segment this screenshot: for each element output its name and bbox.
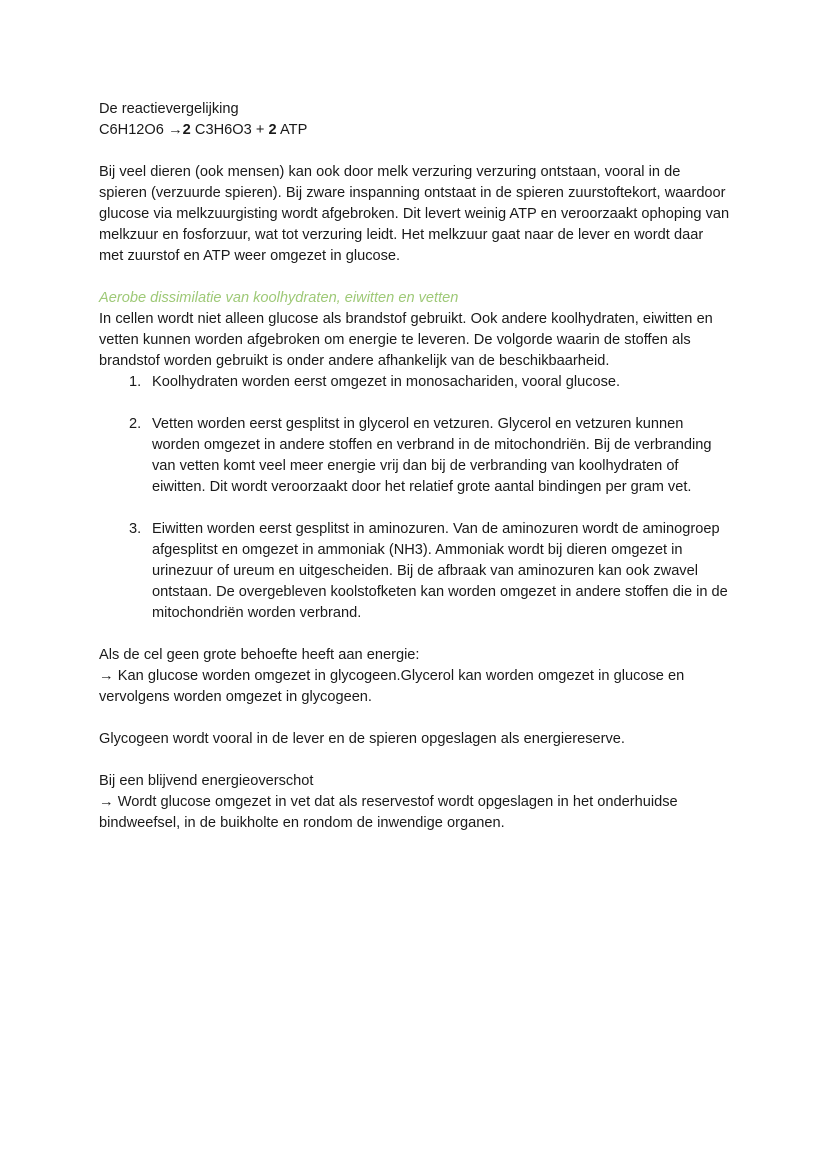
list-item-marker: 2. — [129, 416, 142, 432]
list-item-marker: 3. — [129, 521, 142, 537]
equation-coefficient-1: 2 — [182, 122, 191, 138]
document-body — [99, 99, 731, 834]
paragraph-glycogeen: Glycogeen wordt vooral in de lever en de spieren opgeslagen als energiereserve. — [99, 731, 625, 747]
reaction-equation — [99, 120, 731, 141]
spacer — [99, 750, 731, 771]
intro-heading: De reactievergelijking — [99, 101, 239, 117]
list-item — [99, 414, 731, 498]
paragraph-energieoverschot-line2: → Wordt glucose omgezet in vet dat als reservestof wordt opgeslagen in het onderhuidse bindweefsel, in de buikholte en rondom de inwendige organen. — [99, 794, 678, 831]
list-item-text: Koolhydraten worden eerst omgezet in monosachariden, vooral glucose. — [152, 374, 621, 390]
list-item-marker: 1. — [129, 374, 142, 390]
paragraph-geen-behoefte-line1: Als de cel geen grote behoefte heeft aan energie: — [99, 647, 420, 663]
spacer — [99, 141, 731, 162]
spacer — [99, 267, 731, 288]
spacer — [99, 624, 731, 645]
spacer — [99, 708, 731, 729]
list-item-text: Eiwitten worden eerst gesplitst in aminozuren. Van de aminozuren wordt de aminogroep afgesplitst en omgezet in ammoniak (NH3). Ammoniak wordt bij dieren omgezet in urinezuur of ureum en uitgescheiden. Bij de afbraak van aminozuren kan ook zwavel ontstaan. De overgebleven koolstofketen kan worden omgezet in andere stoffen die in de mitochondriën worden verbrand. — [152, 521, 728, 621]
paragraph-melkzuur: Bij veel dieren (ook mensen) kan ook door melk verzuring verzuring ontstaan, vooral in de spieren (verzuurde spieren). Bij zware inspanning ontstaat in de spieren zuurstoftekort, waardoor glucose via melkzuurgisting wordt afgebroken. Dit levert weinig ATP en veroorzaakt ophoping van melkzuur en fosforzuur, wat tot verzuring leidt. Het melkzuur gaat naar de lever en wordt daar met zuurstof en ATP weer omgezet in glucose. — [99, 164, 730, 264]
paragraph-energieoverschot-line1: Bij een blijvend energieoverschot — [99, 773, 314, 789]
list-item — [99, 372, 731, 393]
equation-right: ATP — [276, 122, 308, 138]
numbered-list — [99, 372, 731, 624]
section-heading-aerobe-dissimilatie: Aerobe dissimilatie van koolhydraten, eiwitten en vetten — [99, 290, 459, 306]
equation-middle: C3H6O3 + — [190, 122, 269, 138]
equation-arrow-icon: → — [168, 122, 183, 138]
equation-left: C6H12O6 — [99, 122, 169, 138]
list-item — [99, 519, 731, 624]
list-item-text: Vetten worden eerst gesplitst in glycerol en vetzuren. Glycerol en vetzuren kunnen worden omgezet in andere stoffen en verbrand in de mitochondriën. Bij de verbranding van vetten komt veel meer energie vrij dan bij de verbranding van koolhydraten of eiwitten. Dit wordt veroorzaakt door het relatief grote aantal bindingen per gram vet. — [152, 416, 712, 495]
paragraph-brandstof: In cellen wordt niet alleen glucose als brandstof gebruikt. Ook andere koolhydraten, eiwitten en vetten kunnen worden afgebroken om energie te leveren. De volgorde waarin de stoffen als brandstof worden gebruikt is onder andere afhankelijk van de beschikbaarheid. — [99, 311, 713, 369]
paragraph-geen-behoefte-line2: → Kan glucose worden omgezet in glycogeen.Glycerol kan worden omgezet in glucose en vervolgens worden omgezet in glycogeen. — [99, 668, 685, 705]
equation-coefficient-2: 2 — [268, 122, 277, 138]
